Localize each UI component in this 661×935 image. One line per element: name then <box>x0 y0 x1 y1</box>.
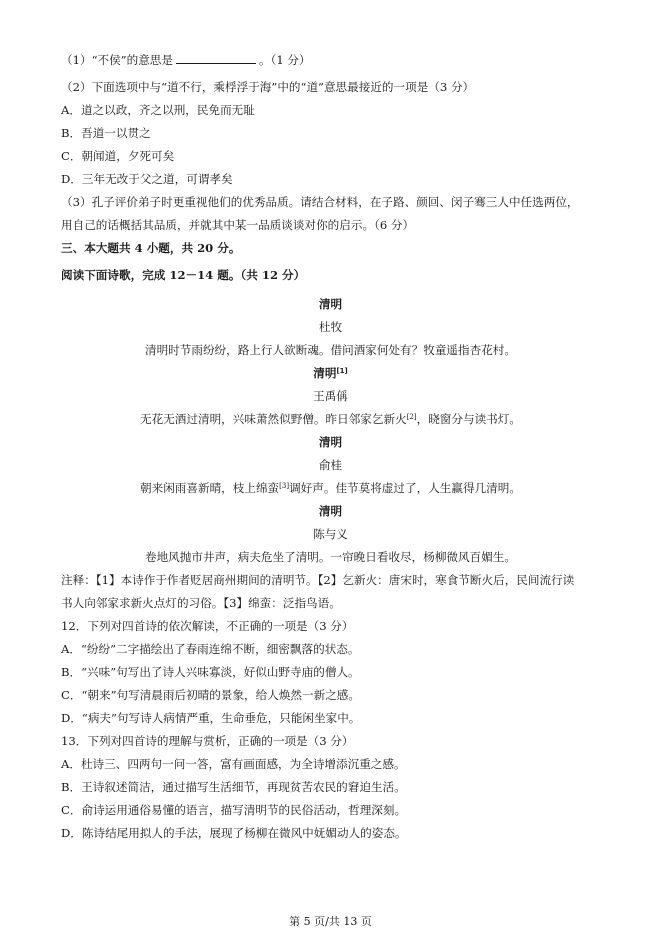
poem-text-part: 调好声。佳节莫将虚过了，人生赢得几清明。 <box>289 481 521 495</box>
q12-option-a: A．“纷纷”二字描绘出了春雨连绵不断，细密飘落的状态。 <box>61 642 360 656</box>
q13-option-d: D．陈诗结尾用拟人的手法，展现了杨柳在微风中妩媚动人的姿态。 <box>61 826 407 840</box>
question-13-stem: 13．下列对四首诗的理解与赏析，正确的一项是（3 分） <box>61 734 354 748</box>
question-11-sub3-line2: 用自己的话概括其品质，并就其中某一品质谈谈对你的启示。（6 分） <box>61 218 415 232</box>
q11-option-a: A．道之以政，齐之以刑，民免而无耻 <box>61 103 255 117</box>
footnote-marker: [2] <box>406 413 417 421</box>
section-heading: 三、本大题共 4 小题，共 20 分。 <box>61 241 241 255</box>
poem-title-text: 清明 <box>313 366 337 380</box>
poem-author: 陈与义 <box>313 527 348 541</box>
q11-option-c: C．朝闻道，夕死可矣 <box>61 149 175 163</box>
poem-title <box>0 365 661 381</box>
q11-option-d: D．三年无改于父之道，可谓孝矣 <box>61 172 233 186</box>
poem-author: 王禹偁 <box>313 389 348 403</box>
poem-title: 清明 <box>318 435 343 449</box>
question-11-sub1 <box>61 52 311 68</box>
question-11-sub3-line1: （3）孔子评价弟子时更重视他们的优秀品质。请结合材料，在子路、颜回、闵子骞三人中任选两位， <box>61 195 579 209</box>
notes-line-2: 书人向邻家求新火点灯的习俗。【3】绵蛮：泛指鸟语。 <box>61 596 341 610</box>
poem-text-part: 无花无酒过清明，兴味萧然似野僧。昨日邻家乞新火 <box>140 412 407 426</box>
poem-title: 清明 <box>318 504 343 518</box>
poem-text <box>0 411 661 427</box>
poem-text-part: ，晓窗分与读书灯。 <box>416 412 521 426</box>
poem-author: 俞桂 <box>318 458 343 472</box>
q11-sub1-prefix: （1）“不侯”的意思是 <box>61 53 173 67</box>
poem-text: 清明时节雨纷纷，路上行人欲断魂。借问酒家何处有？牧童遥指杏花村。 <box>144 343 516 357</box>
question-12-stem: 12．下列对四首诗的依次解读，不正确的一项是（3 分） <box>61 619 354 633</box>
q13-option-c: C．俞诗运用通俗易懂的语言，描写清明节的民俗活动，哲理深刻。 <box>61 803 407 817</box>
q11-option-b: B．吾道一以贯之 <box>61 126 151 140</box>
question-11-sub2: （2）下面选项中与“道不行，乘桴浮于海”中的“道”意思最接近的一项是（3 分） <box>61 80 475 94</box>
answer-blank[interactable] <box>176 52 256 64</box>
reading-instruction: 阅读下面诗歌，完成 12－14 题。（共 12 分） <box>61 268 306 282</box>
q12-option-b: B．“兴味”句写出了诗人兴味寡淡，好似山野寺庙的僧人。 <box>61 665 360 679</box>
footnote-marker: [3] <box>279 482 290 490</box>
q11-sub1-suffix: 。（1 分） <box>258 53 311 67</box>
poem-text-part: 朝来闲雨喜新晴，枝上绵蛮 <box>140 481 280 495</box>
poem-title: 清明 <box>318 297 343 311</box>
q12-option-d: D．“病夫”句写诗人病情严重，生命垂危，只能闲坐家中。 <box>61 711 361 725</box>
poem-text <box>0 480 661 496</box>
poem-text: 卷地风抛市井声，病夫危坐了清明。一帘晚日看收尽，杨柳微风百媚生。 <box>144 550 516 564</box>
q13-option-b: B．王诗叙述简洁，通过描写生活细节，再现贫苦农民的窘迫生活。 <box>61 780 406 794</box>
notes-line-1: 注释：【1】本诗作于作者贬居商州期间的清明节。【2】乞新火：唐宋时，寒食节断火后，民间流行读 <box>61 573 575 587</box>
page-footer: 第 5 页/共 13 页 <box>289 915 372 928</box>
poem-author: 杜牧 <box>318 320 343 334</box>
q13-option-a: A．杜诗三、四两句一问一答，富有画面感，为全诗增添沉重之感。 <box>61 757 406 771</box>
q12-option-c: C．“朝来”句写清晨雨后初晴的景象，给人焕然一新之感。 <box>61 688 360 702</box>
footnote-marker: [1] <box>336 367 348 375</box>
